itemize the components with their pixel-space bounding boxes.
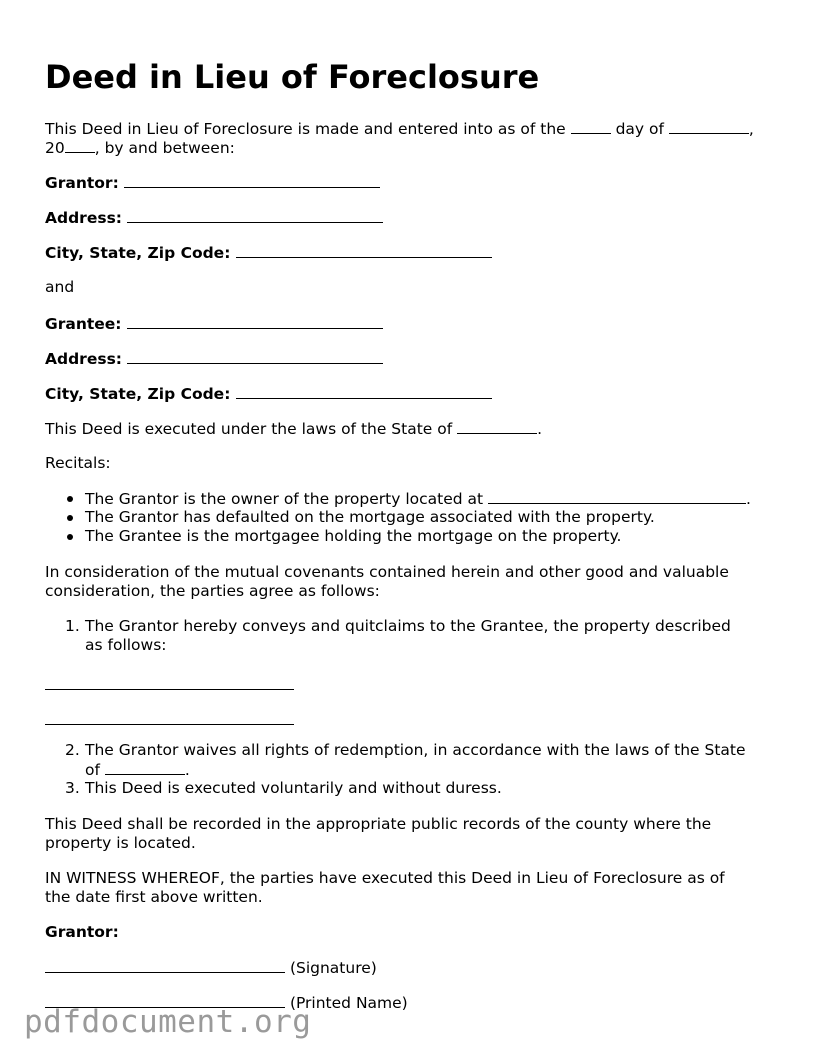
consideration-line-2: consideration, the parties agree as follows: (45, 582, 380, 600)
term-1-line-2: as follows: (85, 636, 167, 654)
grantee-address-row (45, 349, 383, 369)
year-prefix: 20 (45, 139, 65, 157)
term-3-number: 3. (65, 779, 80, 797)
intro-line-1: This Deed in Lieu of Foreclosure is made and entered into as of the day of , (45, 120, 754, 138)
recorded-line-1: This Deed shall be recorded in the appropriate public records of the county where the (45, 815, 712, 833)
witness-line-1: IN WITNESS WHEREOF, the parties have executed this Deed in Lieu of Foreclosure as of (45, 869, 725, 887)
intro-text-c: , by and between: (94, 139, 235, 157)
grantor-address-label: Address: (45, 209, 122, 227)
grantee-name-blank[interactable] (127, 314, 383, 329)
signature-row (45, 958, 377, 978)
day-blank[interactable] (571, 119, 611, 134)
laws-line: This Deed is executed under the laws of the State of . (45, 420, 543, 438)
bullet-icon (67, 496, 73, 502)
grantor-city-blank[interactable] (236, 243, 492, 258)
month-blank[interactable] (669, 119, 749, 134)
recorded-line-2: property is located. (45, 834, 196, 852)
witness-line-2: the date first above written. (45, 888, 263, 906)
bullet-icon (67, 515, 73, 521)
consideration-line-1: In consideration of the mutual covenants contained herein and other good and valuable (45, 563, 729, 581)
state-blank[interactable] (457, 419, 537, 434)
term-2-number: 2. (65, 741, 80, 759)
intro-text-b: day of (615, 120, 664, 138)
recital-item-2: The Grantor has defaulted on the mortgage associated with the property. (85, 508, 655, 526)
grantee-name-row (45, 314, 383, 334)
grantor-city-label: City, State, Zip Code: (45, 244, 231, 262)
term-1-number: 1. (65, 617, 80, 635)
grantee-address-label: Address: (45, 350, 122, 368)
term-2-line-2: of . (85, 761, 190, 779)
signature-grantor-label: Grantor: (45, 923, 119, 941)
printed-name-caption: (Printed Name) (289, 994, 408, 1012)
redemption-state-blank[interactable] (105, 760, 185, 775)
page-title: Deed in Lieu of Foreclosure (45, 58, 540, 96)
grantor-city-row (45, 243, 492, 263)
grantor-name-blank[interactable] (124, 173, 380, 188)
grantor-address-row (45, 208, 383, 228)
property-location-blank[interactable] (488, 489, 746, 504)
recital-item-1: The Grantor is the owner of the property located at . (85, 490, 751, 508)
signature-blank[interactable] (45, 958, 285, 973)
term-3-line-1: This Deed is executed voluntarily and without duress. (85, 779, 502, 797)
term-2-of: of (85, 761, 100, 779)
grantee-city-blank[interactable] (236, 384, 492, 399)
recitals-label: Recitals: (45, 454, 111, 472)
intro-text-a: This Deed in Lieu of Foreclosure is made and entered into as of the (45, 120, 566, 138)
intro-line-2 (45, 138, 235, 158)
grantor-address-blank[interactable] (127, 208, 383, 223)
year-blank[interactable] (65, 138, 95, 153)
property-description-blank-1[interactable] (45, 688, 294, 690)
grantee-label: Grantee: (45, 315, 122, 333)
and-text: and (45, 278, 75, 296)
watermark: pdfdocument.org (24, 1004, 312, 1040)
bullet-icon (67, 534, 73, 540)
grantor-name-row (45, 173, 380, 193)
recital-text-1: The Grantor is the owner of the property located at (85, 490, 484, 508)
grantee-city-row (45, 384, 492, 404)
laws-text: This Deed is executed under the laws of the State of (45, 420, 453, 438)
signature-caption: (Signature) (289, 959, 377, 977)
term-2-line-1: The Grantor waives all rights of redemption, in accordance with the laws of the State (85, 741, 746, 759)
property-description-blank-2[interactable] (45, 723, 294, 725)
grantor-label: Grantor: (45, 174, 119, 192)
recital-item-3: The Grantee is the mortgagee holding the mortgage on the property. (85, 527, 622, 545)
grantee-city-label: City, State, Zip Code: (45, 385, 231, 403)
grantee-address-blank[interactable] (127, 349, 383, 364)
term-1-line-1: The Grantor hereby conveys and quitclaims to the Grantee, the property described (85, 617, 731, 635)
